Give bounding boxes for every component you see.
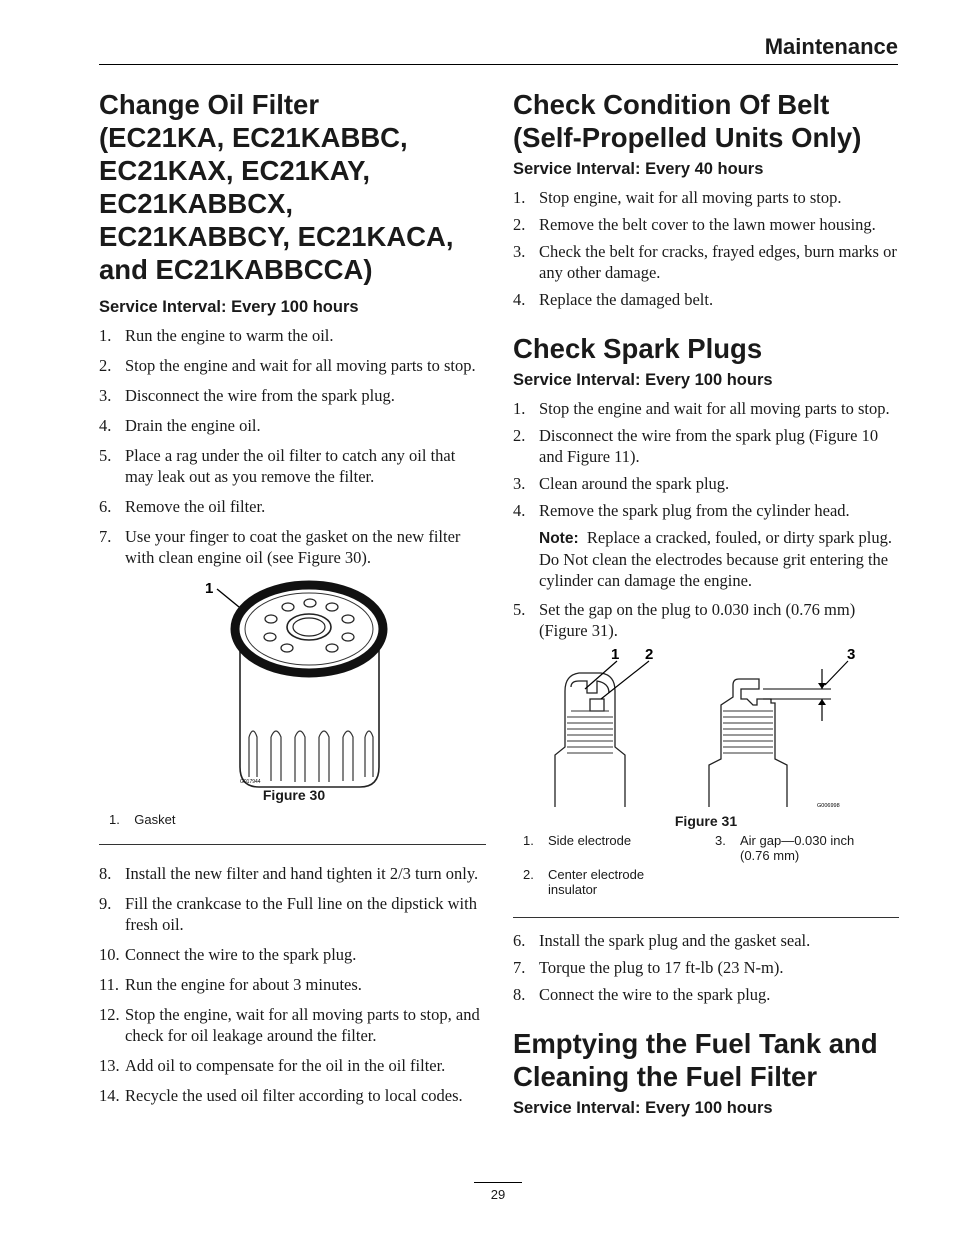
heading-line: Cleaning the Fuel Filter (513, 1061, 818, 1092)
note-text: Replace a cracked, fouled, or dirty spark plug. Do Not clean the electrodes because grit entering the cylinder can damage the engine. (539, 528, 892, 590)
legend-text: Gasket (134, 812, 176, 827)
oil-filter-illustration (99, 577, 486, 795)
list-item (513, 500, 899, 521)
service-interval: Service Interval: Every 40 hours (513, 160, 764, 178)
note-label: Note: (539, 530, 579, 547)
step-text: Disconnect the wire from the spark plug (Figure 10 and Figure 11). (539, 426, 879, 466)
list-item (99, 1004, 486, 1046)
figure-rule (513, 917, 899, 918)
legend-item (523, 833, 693, 848)
step-text: Disconnect the wire from the spark plug. (125, 386, 395, 405)
belt-steps (513, 187, 899, 310)
step-text: Check the belt for cracks, frayed edges, burn marks or any other damage. (539, 242, 897, 282)
step-number: 9. (99, 894, 112, 913)
step-number: 5. (99, 446, 112, 465)
left-column (99, 88, 486, 1115)
figure-caption: Figure 31 (674, 813, 738, 829)
heading-line: (Self-Propelled Units Only) (513, 122, 862, 153)
step-number: 12. (99, 1005, 120, 1024)
figure-legend (99, 812, 486, 827)
step-text: Run the engine for about 3 minutes. (125, 975, 362, 994)
legend-text: Air gap—0.030 inch (0.76 mm) (740, 833, 855, 863)
oil-filter-steps-continued (99, 863, 486, 1106)
list-item (99, 445, 486, 487)
step-number: 8. (99, 864, 112, 883)
step-number: 10. (99, 945, 120, 964)
step-text: Install the new filter and hand tighten it 2/3 turn only. (125, 864, 479, 883)
header-rule (99, 64, 898, 65)
step-text: Install the spark plug and the gasket seal. (539, 931, 811, 950)
heading-line: EC21KABBCX, (99, 188, 294, 219)
step-text: Drain the engine oil. (125, 416, 261, 435)
step-text: Clean around the spark plug. (539, 474, 730, 493)
list-item (513, 241, 899, 283)
list-item (99, 325, 486, 346)
step-text: Remove the belt cover to the lawn mower housing. (539, 215, 876, 234)
legend-text: Center electrode insulator (548, 867, 645, 897)
step-text: Fill the crankcase to the Full line on the dipstick with fresh oil. (125, 894, 477, 934)
list-item (99, 496, 486, 517)
right-column (513, 88, 899, 1126)
heading-line: Emptying the Fuel Tank and (513, 1028, 878, 1059)
list-item (99, 1085, 486, 1106)
list-item (99, 385, 486, 406)
spark-steps-final (513, 930, 899, 1005)
legend-number: 1. (109, 812, 120, 827)
belt-heading (513, 88, 899, 154)
step-number: 3. (99, 386, 112, 405)
step-text: Place a rag under the oil filter to catch any oil that may leak out as you remove the filter. (125, 446, 456, 486)
page-number-rule (474, 1182, 522, 1183)
step-number: 6. (99, 497, 112, 516)
step-number: 2. (99, 356, 112, 375)
step-text: Stop engine, wait for all moving parts to stop. (539, 188, 842, 207)
step-number: 1. (513, 399, 526, 418)
step-number: 8. (513, 985, 526, 1004)
step-number: 11. (99, 975, 120, 994)
service-interval: Service Interval: Every 100 hours (99, 298, 359, 316)
step-number: 4. (513, 501, 526, 520)
step-text: Connect the wire to the spark plug. (539, 985, 771, 1004)
step-text: Replace the damaged belt. (539, 290, 714, 309)
callout-2: 2 (645, 647, 654, 663)
step-text: Use your finger to coat the gasket on the new filter with clean engine oil (see Figure 30). (125, 527, 461, 567)
figure-30 (99, 577, 486, 807)
step-number: 4. (513, 290, 526, 309)
figure-code: G006998 (817, 803, 840, 809)
step-number: 1. (99, 326, 112, 345)
step-number: 7. (513, 958, 526, 977)
legend-number: 1. (523, 833, 534, 848)
step-text: Stop the engine and wait for all moving parts to stop. (539, 399, 890, 418)
list-item (513, 398, 899, 419)
spark-steps (513, 398, 899, 521)
list-item (513, 187, 899, 208)
heading-line: EC21KABBCY, EC21KACA, (99, 221, 454, 252)
list-item (513, 930, 899, 951)
step-text: Add oil to compensate for the oil in the oil filter. (125, 1056, 446, 1075)
step-text: Set the gap on the plug to 0.030 inch (0.76 mm) (Figure 31). (539, 600, 856, 640)
note (513, 527, 899, 591)
step-text: Stop the engine, wait for all moving parts to stop, and check for oil leakage around the filter. (125, 1005, 480, 1045)
step-number: 5. (513, 600, 526, 619)
section-header: Maintenance (764, 34, 898, 59)
step-number: 6. (513, 931, 526, 950)
oil-filter-steps (99, 325, 486, 568)
list-item (513, 214, 899, 235)
step-number: 1. (513, 188, 526, 207)
step-number: 3. (513, 242, 526, 261)
list-item (513, 425, 899, 467)
step-text: Run the engine to warm the oil. (125, 326, 334, 345)
step-text: Torque the plug to 17 ft-lb (23 N-m). (539, 958, 784, 977)
legend-number: 3. (715, 833, 726, 848)
spark-steps-continued (513, 599, 899, 641)
list-item (99, 355, 486, 376)
step-text: Remove the oil filter. (125, 497, 266, 516)
legend-text: Side electrode (548, 833, 632, 848)
oil-filter-heading (99, 88, 486, 286)
service-interval: Service Interval: Every 100 hours (513, 371, 773, 389)
figure-31 (513, 647, 899, 829)
figure-rule (99, 844, 486, 845)
list-item (99, 1055, 486, 1076)
step-number: 14. (99, 1086, 120, 1105)
list-item (99, 415, 486, 436)
list-item (99, 863, 486, 884)
legend-item (715, 833, 885, 863)
step-text: Connect the wire to the spark plug. (125, 945, 357, 964)
callout-1: 1 (611, 647, 620, 663)
heading-line: and EC21KABBCCA) (99, 254, 373, 285)
figure-code: G017944 (240, 779, 261, 785)
heading-line: Change Oil Filter (99, 89, 320, 120)
spark-plugs-heading: Check Spark Plugs (513, 333, 763, 364)
step-number: 3. (513, 474, 526, 493)
list-item (99, 944, 486, 965)
step-number: 13. (99, 1056, 120, 1075)
list-item (513, 957, 899, 978)
list-item (513, 984, 899, 1005)
service-interval: Service Interval: Every 100 hours (513, 1099, 773, 1117)
heading-line: Check Condition Of Belt (513, 89, 830, 120)
page-number: 29 (490, 1187, 506, 1202)
step-number: 7. (99, 527, 112, 546)
step-number: 2. (513, 215, 526, 234)
list-item (99, 974, 486, 995)
legend-item (523, 867, 663, 897)
fuel-tank-heading (513, 1027, 899, 1093)
list-item (99, 893, 486, 935)
figure-legend (513, 833, 899, 903)
heading-line: EC21KAX, EC21KAY, (99, 155, 371, 186)
legend-number: 2. (523, 867, 534, 882)
list-item (513, 289, 899, 310)
step-number: 2. (513, 426, 526, 445)
callout-1: 1 (205, 580, 214, 597)
list-item (513, 599, 899, 641)
list-item (513, 473, 899, 494)
spark-plug-illustration (513, 647, 899, 815)
list-item (99, 526, 486, 568)
step-text: Recycle the used oil filter according to local codes. (125, 1086, 463, 1105)
heading-line: (EC21KA, EC21KABBC, (99, 122, 408, 153)
step-number: 4. (99, 416, 112, 435)
figure-caption: Figure 30 (262, 787, 326, 803)
step-text: Stop the engine and wait for all moving parts to stop. (125, 356, 476, 375)
callout-3: 3 (847, 647, 856, 663)
step-text: Remove the spark plug from the cylinder head. (539, 501, 850, 520)
